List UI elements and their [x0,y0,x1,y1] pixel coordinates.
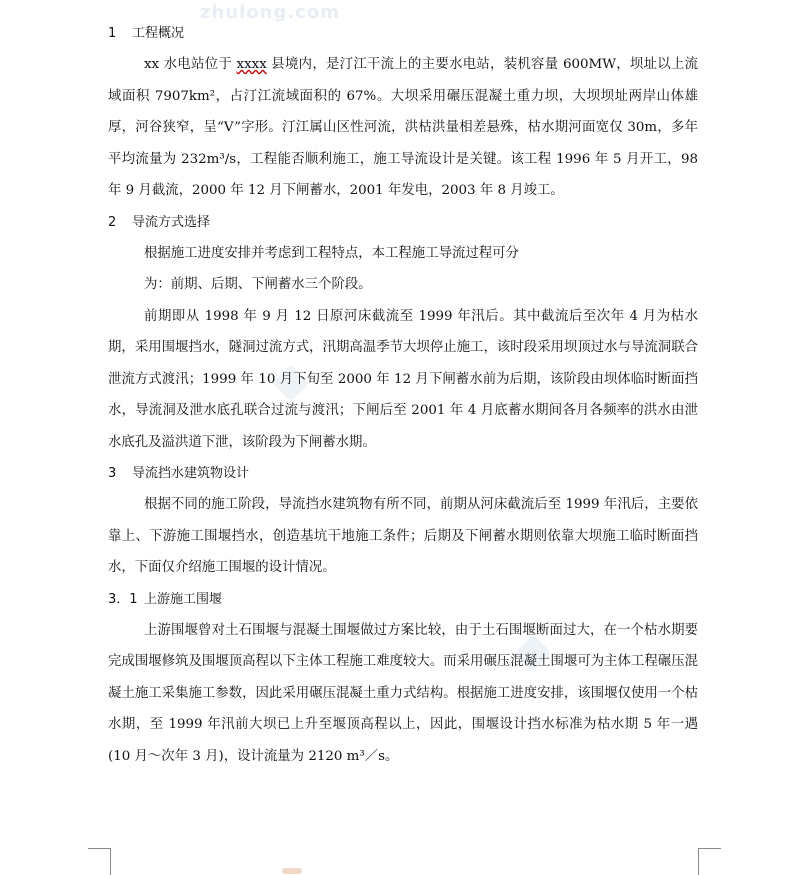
paragraph-upstream-cofferdam: 上游围堰曾对土石围堰与混凝土围堰做过方案比较，由于土石围堰断面过大，在一个枯水期要完成围堰修筑及围堰顶高程以下主体工程施工难度较大。而采用碾压混凝土围堰可为主体工程碾压混凝土施工采集施工参数，因此采用碾压混凝土重力式结构。根据施工进度安排，该围堰仅使用一个枯水期，至 1999 年汛前大坝已上升至堰顶高程以上，因此，围堰设计挡水标准为枯水期 5 年一遇(10 月～次年 3 月)，设计流量为 2120 m³／s。 [108,622,698,764]
paragraph-diversion-intro-2: 为：前期、后期、下闸蓄水三个阶段。 [144,277,372,292]
section-heading-3-1 [108,584,698,615]
paragraph-overview [108,49,698,207]
section-title: 上游施工围堰 [144,591,223,607]
section-heading-2 [108,207,698,238]
section-number: 3 [108,466,117,481]
paragraph-structures: 根据不同的施工阶段，导流挡水建筑物有所不同，前期从河床截流后至 1999 年汛后，主要依靠上、下游施工围堰挡水，创造基坑干地施工条件；后期及下闸蓄水期则依靠大坝施工临时断面挡水，下面仅介绍施工围堰的设计情况。 [108,497,698,575]
section-heading-3 [108,458,698,489]
paragraph-diversion-intro-1: 根据施工进度安排并考虑到工程特点，本工程施工导流过程可分 [144,245,519,261]
paragraph-diversion-stages: 前期即从 1998 年 9 月 12 日原河床截流至 1999 年汛后。其中截流后至次年 4 月为枯水期，采用围堰挡水，隧洞过流方式，汛期高温季节大坝停止施工，该时段采用坝顶过水与导流洞联合泄流方式渡汛；1999 年 10 月下旬至 2000 年 12 月下闸蓄水前为后期，该阶段由坝体临时断面挡水，导流洞及泄水底孔联合过流与渡汛；下闸后至 2001 年 4 月底蓄水期间各月各频率的洪水由泄水底孔及溢洪道下泄，该阶段为下闸蓄水期。 [108,308,698,450]
page-corner-mark-left [88,848,111,875]
section-number: 1 [108,26,117,41]
spellcheck-underlined-text: xxxx [236,57,267,72]
section-number: 3．1 [108,591,138,607]
watermark-text: zhulong.com [200,2,340,23]
section-title: 导流挡水建筑物设计 [132,466,250,481]
page-corner-mark-right [698,848,721,875]
document-body [108,18,698,772]
watermark-fragment [282,868,302,874]
section-heading-1 [108,18,698,49]
section-title: 导流方式选择 [132,214,211,230]
text-run: xx 水电站位于 [144,57,237,72]
section-number: 2 [108,214,117,230]
text-run: 县境内，是汀江干流上的主要水电站，装机容量 600MW，坝址以上流域面积 7907km²，占汀江流域面积的 67%。大坝采用碾压混凝土重力坝，大坝坝址两岸山体雄厚，河谷狭窄，呈“V”字形。汀江属山区性河流，洪枯洪量相差悬殊，枯水期河面宽仅 30m，多年平均流量为 232m³/s，工程能否顺利施工，施工导流设计是关键。该工程 1996 年 5 月开工，98 年 9 月截流，2000 年 12 月下闸蓄水，2001 年发电，2003 年 8 月竣工。 [108,57,699,198]
section-title: 工程概况 [132,26,185,41]
